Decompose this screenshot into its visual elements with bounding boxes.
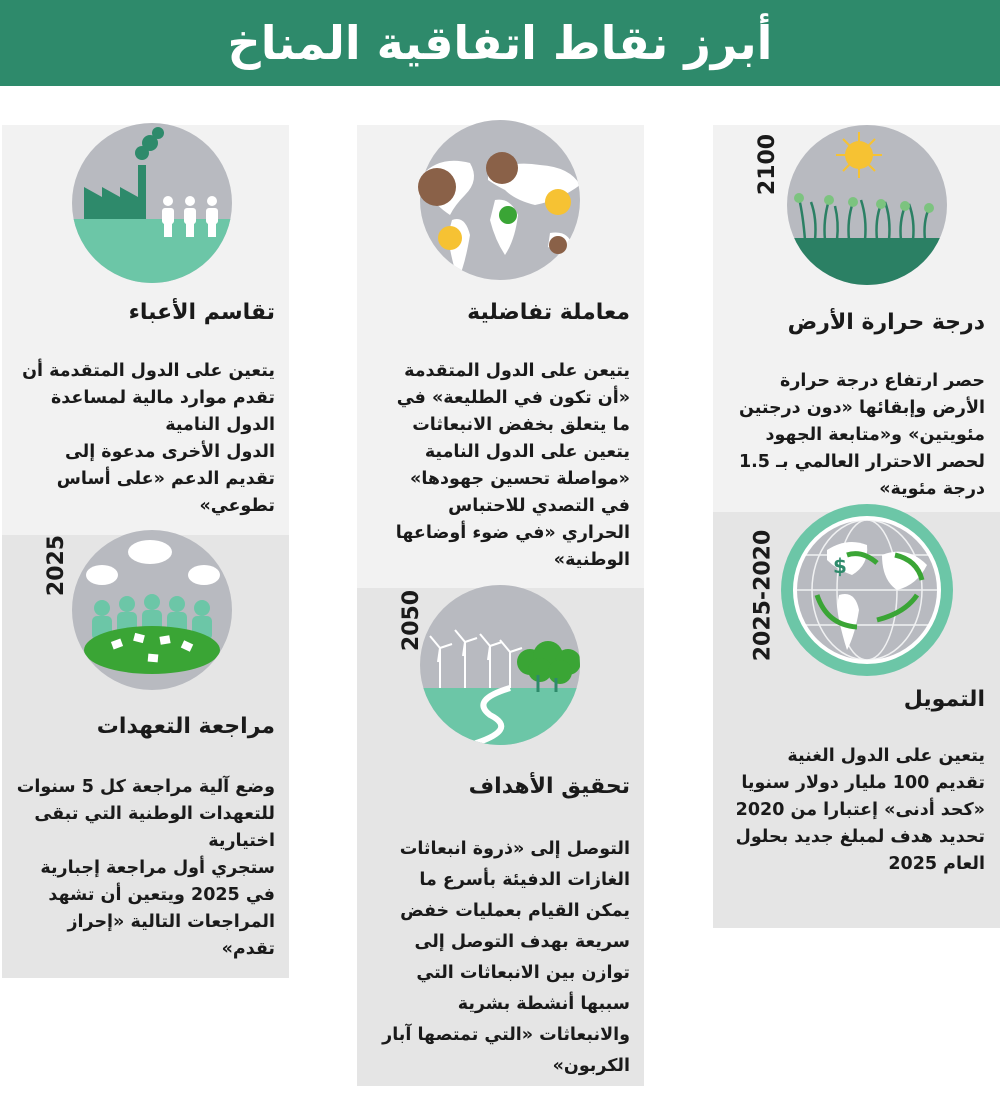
card-title: تحقيق الأهداف	[468, 774, 630, 799]
year-label-goals: 2050	[399, 589, 425, 652]
card-review	[15, 712, 275, 972]
card-body	[375, 834, 630, 1082]
year-label-temperature: 2100	[755, 133, 781, 196]
card-goals	[375, 772, 630, 1082]
header-banner	[0, 0, 1000, 86]
card-title: درجة حرارة الأرض	[787, 310, 985, 335]
card-text: التوصل إلى «ذروة انبعاثات الغازات الدفيئة بأسرع ما يمكن القيام بعمليات خفض سريعة بهدف التوصل إلى توازن بين الانبعاثات التي سببها أنشطة بشرية والانبعاثات «التي تمتصها آبار الكربون»	[382, 839, 630, 1076]
card-body	[735, 743, 985, 878]
card-burden	[15, 298, 275, 528]
card-temperature	[735, 300, 985, 510]
card-body	[15, 358, 275, 520]
card-text: يتعين على الدول النامية «مواصلة تحسين جهودها» في التصدي للاحتباس الحراري «في ضوء أوضاعها الوطنية»	[395, 442, 630, 570]
card-text: وضع آلية مراجعة كل 5 سنوات للتعهدات الوطنية التي تبقى اختيارية	[16, 777, 275, 851]
card-title: مراجعة التعهدات	[96, 714, 275, 739]
card-text: الدول الأخرى مدعوة إلى تقديم الدعم «على أساس تطوعي»	[56, 442, 275, 516]
sun-plants-icon	[777, 110, 957, 300]
card-funding	[735, 685, 985, 915]
card-differential	[375, 298, 630, 588]
card-body	[735, 368, 985, 503]
card-title: التمويل	[903, 687, 985, 712]
year-label-review: 2025	[44, 534, 70, 597]
world-map-icon	[410, 105, 590, 295]
wind-forest-icon	[410, 570, 590, 760]
card-text: تحديد هدف لمبلغ جديد بحلول العام 2025	[735, 827, 985, 874]
card-body	[375, 358, 630, 574]
card-title: تقاسم الأعباء	[128, 300, 275, 325]
card-text: يتعين على الدول المتقدمة أن تقدم موارد مالية لمساعدة الدول النامية	[22, 361, 275, 435]
card-text: حصر ارتفاع درجة حرارة الأرض وإبقائها «دون درجتين مئويتين» و«متابعة الجهود لحصر الاحترار العالمي بـ 1.5 درجة مئوية»	[738, 371, 985, 499]
meeting-review-icon	[62, 520, 242, 700]
card-title: معاملة تفاضلية	[467, 300, 630, 325]
card-text: يتيعن على الدول المتقدمة «أن تكون في الطليعة» في ما يتعلق بخفض الانبعاثات	[396, 361, 630, 435]
card-text: ستجري أول مراجعة إجبارية في 2025 ويتعين أن تشهد المراجعات التالية «إحراز تقدم»	[40, 858, 275, 959]
factory-people-icon	[62, 115, 242, 290]
year-label-funding: 2025-2020	[750, 529, 776, 662]
svg-text:$: $	[833, 554, 847, 578]
page-title: أبرز نقاط اتفاقية المناخ	[227, 16, 773, 70]
globe-money-icon	[777, 495, 957, 685]
card-text: يتعين على الدول الغنية تقديم 100 مليار دولار سنويا «كحد أدنى» إعتبارا من 2020	[735, 746, 985, 820]
card-body	[15, 774, 275, 963]
